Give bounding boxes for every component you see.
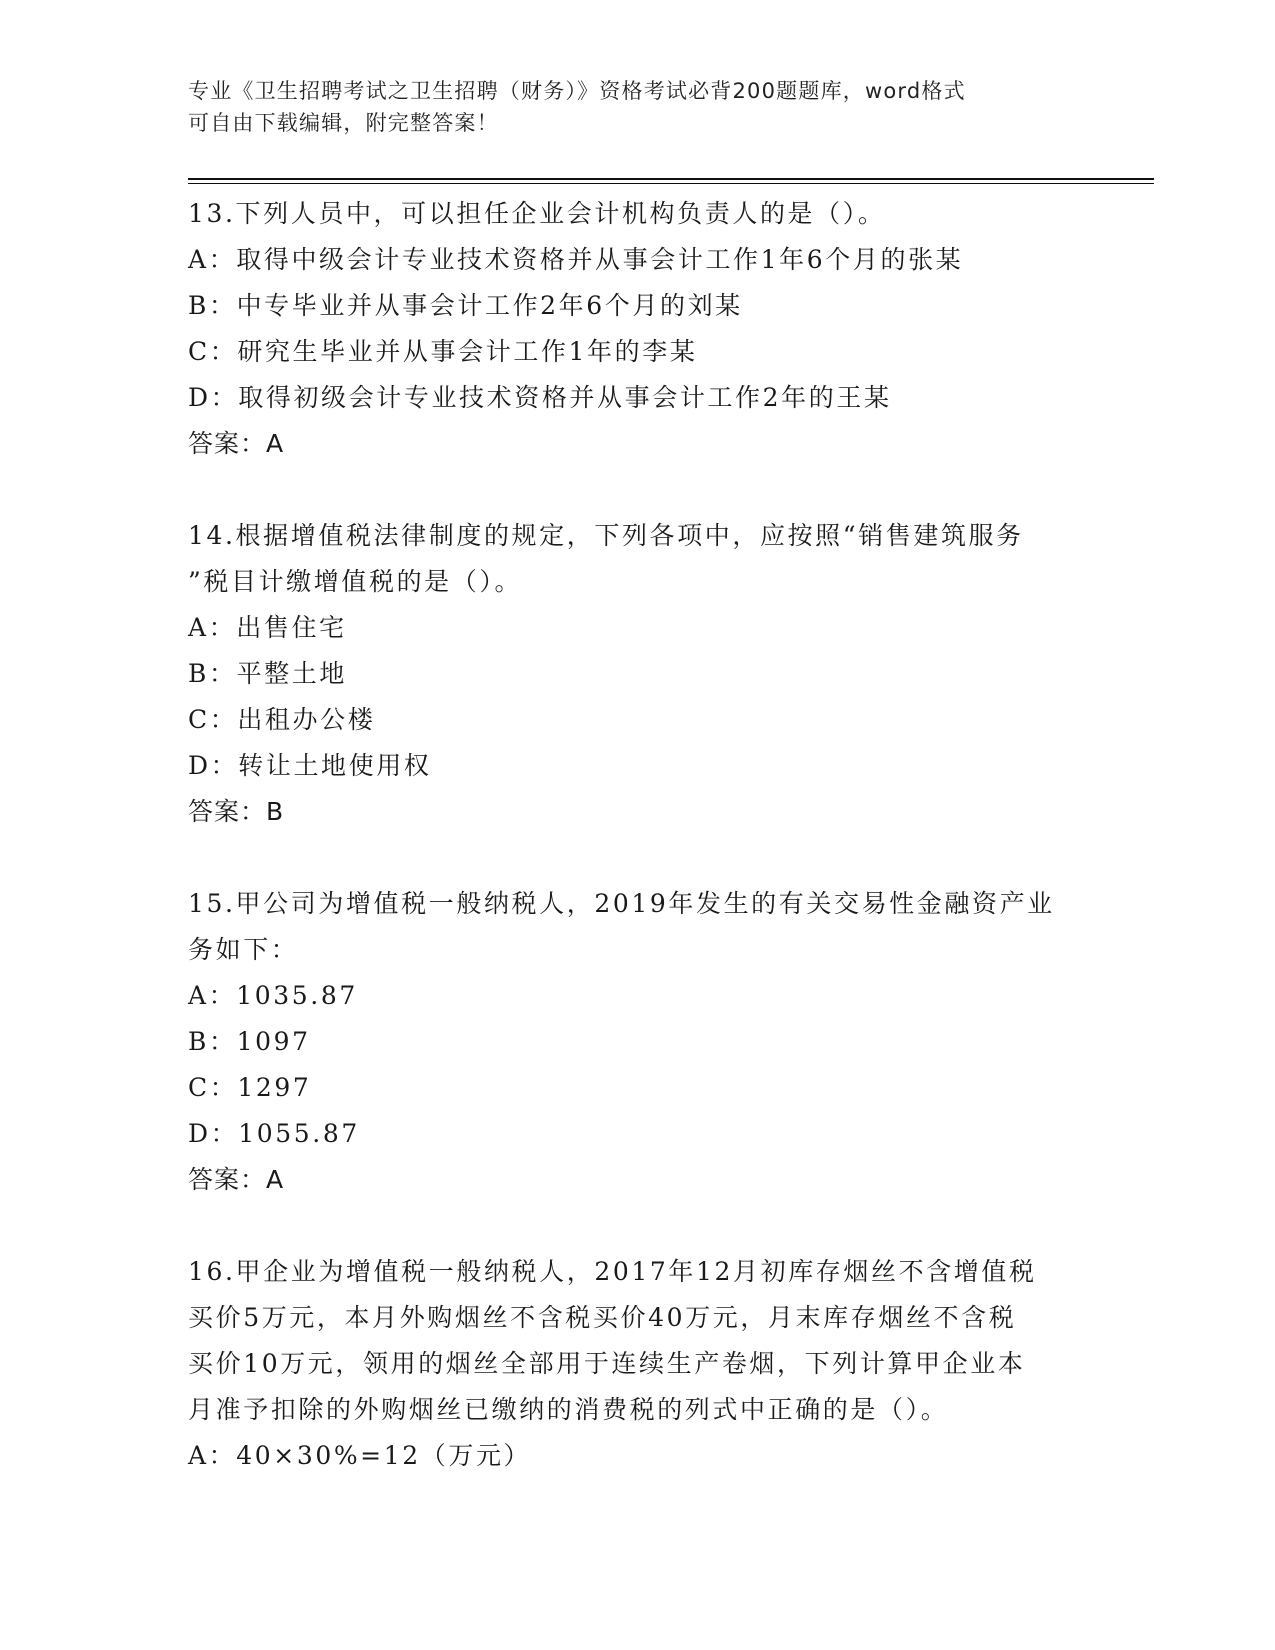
question-list bbox=[188, 191, 1108, 1525]
answer: 答案：B bbox=[188, 797, 285, 826]
question-stem: 买价10万元，领用的烟丝全部用于连续生产卷烟，下列计算甲企业本 bbox=[188, 1349, 1026, 1378]
option-a: A：取得中级会计专业技术资格并从事会计工作1年6个月的张某 bbox=[188, 245, 964, 274]
option-a: A：出售住宅 bbox=[188, 613, 347, 642]
option-d: D：转让土地使用权 bbox=[188, 751, 432, 780]
question-stem: 16.甲企业为增值税一般纳税人，2017年12月初库存烟丝不含增值税 bbox=[188, 1257, 1037, 1286]
option-d: D：取得初级会计专业技术资格并从事会计工作2年的王某 bbox=[188, 383, 892, 412]
question-16 bbox=[188, 1249, 1108, 1479]
header-line-1: 专业《卫生招聘考试之卫生招聘（财务）》资格考试必背200题题库，word格式 bbox=[188, 79, 966, 103]
option-a: A：1035.87 bbox=[188, 981, 358, 1010]
answer: 答案：A bbox=[188, 1165, 285, 1194]
question-stem: 14.根据增值税法律制度的规定，下列各项中，应按照“销售建筑服务 bbox=[188, 521, 1024, 550]
question-14 bbox=[188, 513, 1108, 835]
option-a: A：40×30%=12（万元） bbox=[188, 1441, 532, 1470]
option-d: D：1055.87 bbox=[188, 1119, 360, 1148]
question-stem: 务如下： bbox=[188, 935, 299, 964]
question-15 bbox=[188, 881, 1108, 1203]
option-b: B：平整土地 bbox=[188, 659, 347, 688]
option-c: C：研究生毕业并从事会计工作1年的李某 bbox=[188, 337, 698, 366]
option-b: B：中专毕业并从事会计工作2年6个月的刘某 bbox=[188, 291, 743, 320]
question-13 bbox=[188, 191, 1108, 467]
option-c: C：1297 bbox=[188, 1073, 312, 1102]
question-stem: 13.下列人员中，可以担任企业会计机构负责人的是（）。 bbox=[188, 199, 886, 228]
header-divider-thick bbox=[188, 178, 1154, 180]
question-stem: ”税目计缴增值税的是（）。 bbox=[188, 567, 523, 596]
question-stem: 买价5万元，本月外购烟丝不含税买价40万元，月末库存烟丝不含税 bbox=[188, 1303, 1017, 1332]
header-divider-thin bbox=[188, 183, 1154, 184]
option-c: C：出租办公楼 bbox=[188, 705, 376, 734]
question-stem: 月准予扣除的外购烟丝已缴纳的消费税的列式中正确的是（）。 bbox=[188, 1395, 949, 1424]
question-stem: 15.甲公司为增值税一般纳税人，2019年发生的有关交易性金融资产业 bbox=[188, 889, 1055, 918]
document-header bbox=[188, 75, 1088, 139]
option-b: B：1097 bbox=[188, 1027, 311, 1056]
answer: 答案：A bbox=[188, 429, 285, 458]
header-line-2: 可自由下载编辑，附完整答案！ bbox=[188, 111, 499, 135]
